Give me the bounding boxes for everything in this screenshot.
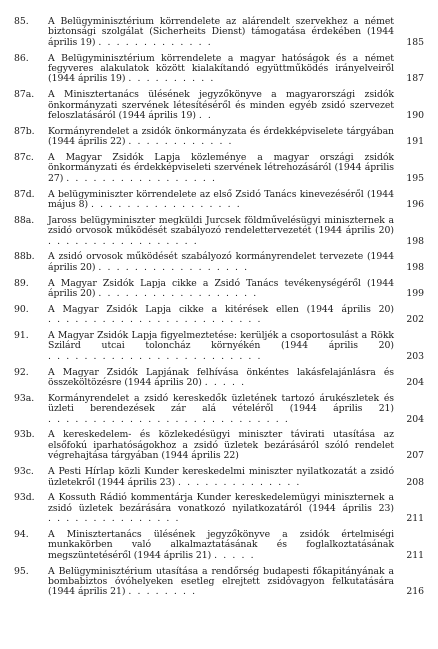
entry-number: 93c.	[14, 466, 34, 478]
toc-entry-89	[14, 279, 424, 300]
entry-page-number: 211	[406, 549, 424, 561]
toc-entry-85	[14, 17, 424, 48]
entry-page-number: 203	[406, 350, 424, 362]
entry-number: 92.	[14, 366, 29, 378]
entry-page-number: 198	[406, 235, 424, 247]
entry-page-number: 204	[406, 413, 424, 425]
entry-number: 94.	[14, 528, 29, 540]
entry-number: 95.	[14, 565, 29, 577]
entry-number: 88b.	[14, 251, 35, 263]
entry-number: 86.	[14, 52, 29, 64]
entry-number: 87a.	[14, 89, 35, 101]
entry-title: A Minisztertanács ülésének jegyzőkönyve a zsidók értelmiségi munkakörben való alkalmaztatásának és foglalkoztatásának megszüntetéséről (1944 április 21) . . . . .	[48, 528, 394, 561]
entry-title: Kormányrendelet a zsidók önkormányzata és érdekképviselete tárgyában (1944 április 22) . . . . . . . . . . . .	[48, 125, 394, 148]
entry-number: 87c.	[14, 152, 34, 164]
toc-entry-93b	[14, 430, 424, 461]
entry-title: A Belügyminisztérium körrendelete az alárendelt szervekhez a német biztonsági szolgálat (Sicherheits Dienst) támogatása érdekében (1944 április 19) . . . . . . . . . . . . .	[48, 16, 394, 48]
entry-number: 87b.	[14, 125, 35, 137]
entry-title: A Magyar Zsidók Lapjának felhívása önkéntes lakásfelajánlásra és összeköltözésre (1944 április 20) . . . . .	[48, 366, 394, 389]
entry-number: 89.	[14, 277, 29, 289]
entry-page-number: 187	[406, 73, 424, 85]
entry-page-number: 202	[406, 314, 424, 326]
entry-title: A Magyar Zsidók Lapja közleménye a magyar országi zsidók önkormányzati és érdekképviseleti szervének létrehozásáról (1944 április 27) . . . . . . . . . . . . . . . . .	[48, 152, 394, 184]
toc-entry-95	[14, 567, 424, 598]
toc-entry-88b	[14, 252, 424, 273]
entry-number: 93a.	[14, 392, 35, 404]
entry-page-number: 216	[406, 586, 424, 598]
entry-title: A Magyar Zsidók Lapja cikke a Zsidó Tanács tevékenységéről (1944 április 20) . . . . . . . . . . . . . . . . . .	[48, 277, 394, 300]
toc-entry-93a	[14, 394, 424, 425]
entry-number: 85.	[14, 16, 29, 27]
entry-number: 88a.	[14, 214, 35, 226]
toc-entry-91	[14, 331, 424, 362]
entry-page-number: 196	[406, 199, 424, 211]
entry-page-number: 191	[406, 136, 424, 148]
entry-page-number: 195	[406, 172, 424, 184]
toc-entry-87a	[14, 90, 424, 121]
entry-number: 93b.	[14, 429, 35, 441]
entry-title: Kormányrendelet a zsidó kereskedők üzletének tartozó árukészletek és üzleti berendezések zár alá vételéről (1944 április 21) . . . . . . . . . . . . . . . . . . . . . . . . . . .	[48, 392, 394, 425]
toc-entry-88a	[14, 216, 424, 247]
entry-page-number: 185	[406, 36, 424, 48]
entry-title: A Magyar Zsidók Lapja cikke a kitérések ellen (1944 április 20) . . . . . . . . . . . . . . . . . . . . . . . .	[48, 303, 394, 326]
entry-page-number: 198	[406, 261, 424, 273]
entry-title: A zsidó orvosok működését szabályozó kormányrendelet tervezete (1944 április 20) . . . . . . . . . . . . . . . . .	[48, 251, 394, 273]
entry-page-number: 207	[406, 450, 424, 462]
entry-title: A Belügyminisztérium utasítása a rendőrség budapesti főkapitányának a bombabiztos óvóhelyeken esetleg elrejtett zsidóvagyon felkutatására (1944 április 21) . . . . . . . .	[48, 565, 394, 598]
entry-page-number: 199	[406, 288, 424, 300]
entry-title: A kereskedelem- és közlekedésügyi miniszter távirati utasítása az elsőfokú iparhatóságokhoz a zsidó üzletek bezárásáról szóló rendelet végrehajtása tárgyában (1944 április 22)	[48, 429, 394, 462]
entry-title: A Minisztertanács ülésének jegyzőkönyve a magyarországi zsidók önkormányzati szervének létesítéséről és minden egyéb zsidó szervezet feloszlatásáról (1944 április 19) . .	[48, 89, 394, 122]
entry-number: 91.	[14, 330, 29, 342]
entry-page-number: 190	[406, 110, 424, 122]
entry-page-number: 211	[406, 513, 424, 525]
entry-page-number: 204	[406, 377, 424, 389]
entry-title: A Belügyminisztérium körrendelete a magyar hatóságok és a német fegyveres alakulatok között kialakítandó együttműködés irányelveiről (1944 április 19) . . . . . . . . . .	[48, 52, 394, 85]
entry-title: A belügyminiszter körrendelete az első Zsidó Tanács kinevezéséről (1944 május 8) . . . . . . . . . . . . . . . . .	[48, 188, 394, 211]
toc-entry-94	[14, 530, 424, 561]
entry-title: A Kossuth Rádió kommentárja Kunder kereskedelemügyi miniszternek a zsidó üzletek bezárására vonatkozó nyilatkozatáról (1944 április 23) . . . . . . . . . . . . . . .	[48, 492, 394, 525]
entry-number: 93d.	[14, 492, 35, 504]
entry-number: 90.	[14, 303, 29, 315]
toc-entry-87b	[14, 127, 424, 148]
entry-title: A Magyar Zsidók Lapja figyelmeztetése: kerüljék a csoportosulást a Rökk Szilárd utcai toloncház környékén (1944 április 20) . . . . . . . . . . . . . . . . . . . . . . . .	[48, 330, 394, 362]
toc-entry-86	[14, 54, 424, 85]
entry-page-number: 208	[406, 476, 424, 488]
entry-title: Jaross belügyminiszter megküldi Jurcsek földművelésügyi miniszternek a zsidó orvosok működését szabályozó rendelettervezetét (1944 április 20) . . . . . . . . . . . . . . . . .	[48, 214, 394, 247]
entry-title: A Pesti Hírlap közli Kunder kereskedelmi miniszter nyilatkozatát a zsidó üzletekről (1944 április 23) . . . . . . . . . . . . . .	[48, 466, 394, 488]
toc-entry-92	[14, 368, 424, 389]
entry-number: 87d.	[14, 188, 35, 200]
toc-entry-90	[14, 305, 424, 326]
toc-entry-87c	[14, 153, 424, 184]
toc-entry-93d	[14, 493, 424, 524]
toc-entry-93c	[14, 467, 424, 488]
toc-entry-87d	[14, 190, 424, 211]
